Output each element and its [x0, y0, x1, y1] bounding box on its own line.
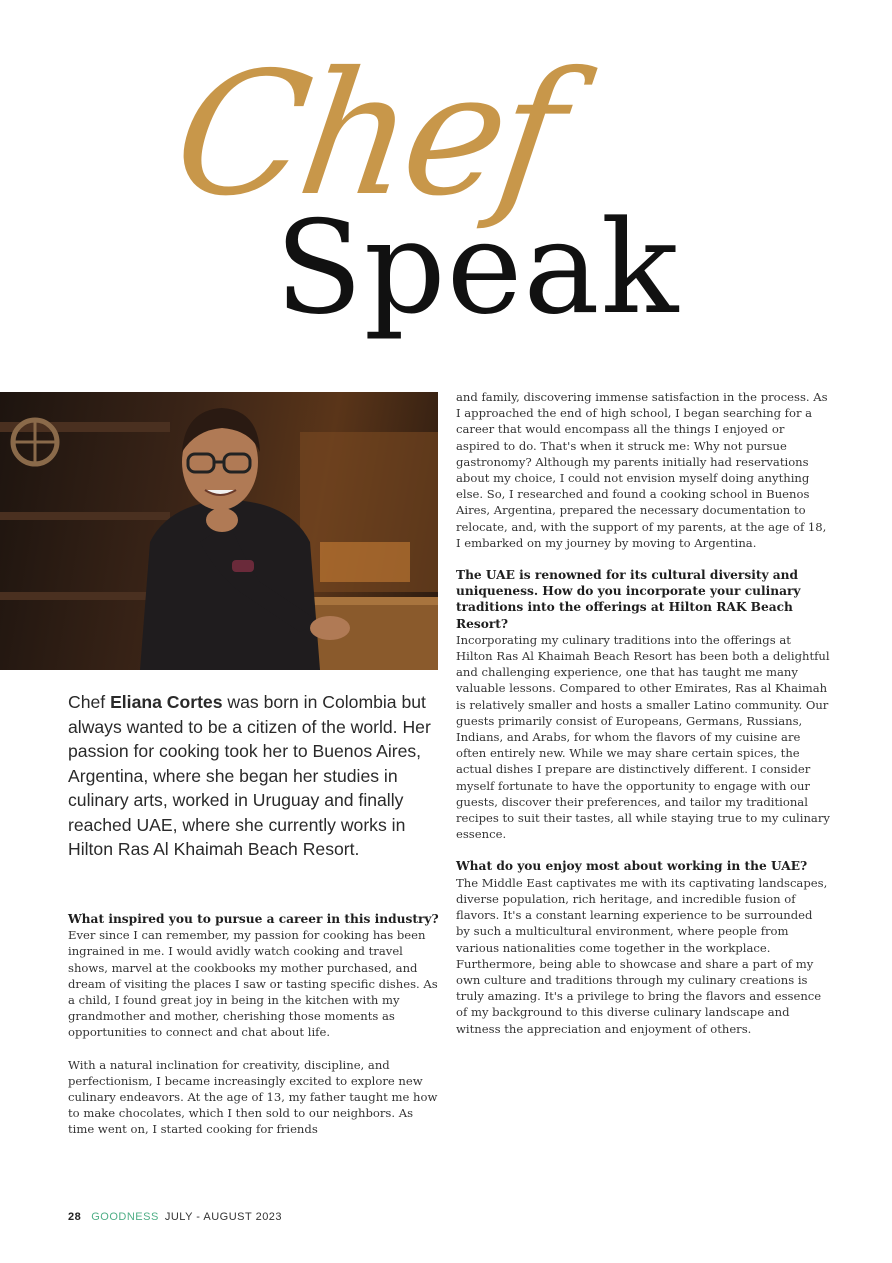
- title-chef-script: Chef: [164, 36, 572, 234]
- intro-paragraph: [68, 690, 438, 862]
- intro-prefix: Chef: [68, 692, 111, 712]
- page-number: 28: [68, 1211, 82, 1223]
- answer-2: Incorporating my culinary traditions into the offerings at Hilton Ras Al Khaimah Beach Resort has been both a delightful and challenging experience, one that has taught me many valuable lessons. Compared to other Emirates, Ras al Khaimah is relatively smaller and hosts a smaller Latino community. Our guests primarily consist of Europeans, Germans, Russians, Indians, and Arabs, for whom the flavors of my cuisine are often entirely new. While we may share certain spices, the actual dishes I prepare are distinctively different. I consider myself fortunate to have the opportunity to engage with our guests, discover their preferences, and tailor my traditional recipes to suit their tastes, all while staying true to my culinary essence.: [456, 632, 830, 842]
- left-column: [68, 911, 442, 1138]
- title-speak: Speak: [275, 194, 680, 343]
- answer-1-paragraph-1: Ever since I can remember, my passion for cooking has been ingrained in me. I would avidly watch cooking and travel shows, marvel at the cookbooks my mother purchased, and dream of visiting the places I saw or tasting specific dishes. As a child, I found great joy in being in the kitchen with my grandmother and mother, cherishing those moments as opportunities to connect and chat about life.: [68, 928, 438, 1040]
- intro-text: was born in Colombia but always wanted to be a citizen of the world. Her passion for cooking took her to Buenos Aires, Argentina, where she began her studies in culinary arts, worked in Uruguay and finally reached UAE, where she currently works in Hilton Ras Al Khaimah Beach Resort.: [68, 692, 431, 859]
- answer-1-continued: and family, discovering immense satisfaction in the process. As I approached the end of high school, I began searching for a career that would encompass all the things I enjoyed or aspired to do. That's when it struck me: Why not pursue gastronomy? Although my parents initially had reservations about my choice, I could not envision myself doing anything else. So, I researched and found a cooking school in Buenos Aires, Argentina, prepared the necessary documentation to relocate, and, with the support of my parents, at the age of 18, I embarked on my journey by moving to Argentina.: [456, 390, 828, 550]
- question-1: What inspired you to pursue a career in this industry?: [68, 912, 439, 926]
- chef-name: Eliana Cortes: [110, 692, 223, 712]
- answer-3: The Middle East captivates me with its captivating landscapes, diverse population, rich heritage, and incredible fusion of flavors. It's a constant learning experience to be surrounded by such a multicultural environment, where people from various nationalities come together in the workplace. Furthermore, being able to showcase and share a part of my own culture and traditions through my culinary creations is truly amazing. It's a privilege to bring the flavors and essence of my background to this diverse culinary landscape and witness the appreciation and enjoyment of others.: [456, 875, 828, 1036]
- question-2: The UAE is renowned for its cultural diversity and uniqueness. How do you incorporate your culinary traditions into the offerings at Hilton RAK Beach Resort?: [456, 568, 801, 631]
- question-3: What do you enjoy most about working in the UAE?: [456, 859, 808, 874]
- chef-photo: [0, 392, 438, 670]
- answer-1-paragraph-2: With a natural inclination for creativity, discipline, and perfectionism, I became increasingly excited to explore new culinary endeavors. At the age of 13, my father taught me how to make chocolates, which I then sold to our neighbors. As time went on, I started cooking for friends: [68, 1057, 438, 1137]
- magazine-brand: GOODNESS: [91, 1211, 159, 1223]
- chef-portrait-icon: [0, 392, 438, 670]
- right-column: [456, 389, 830, 1037]
- page-footer: [68, 1211, 282, 1223]
- issue-date: JULY - AUGUST 2023: [164, 1211, 283, 1223]
